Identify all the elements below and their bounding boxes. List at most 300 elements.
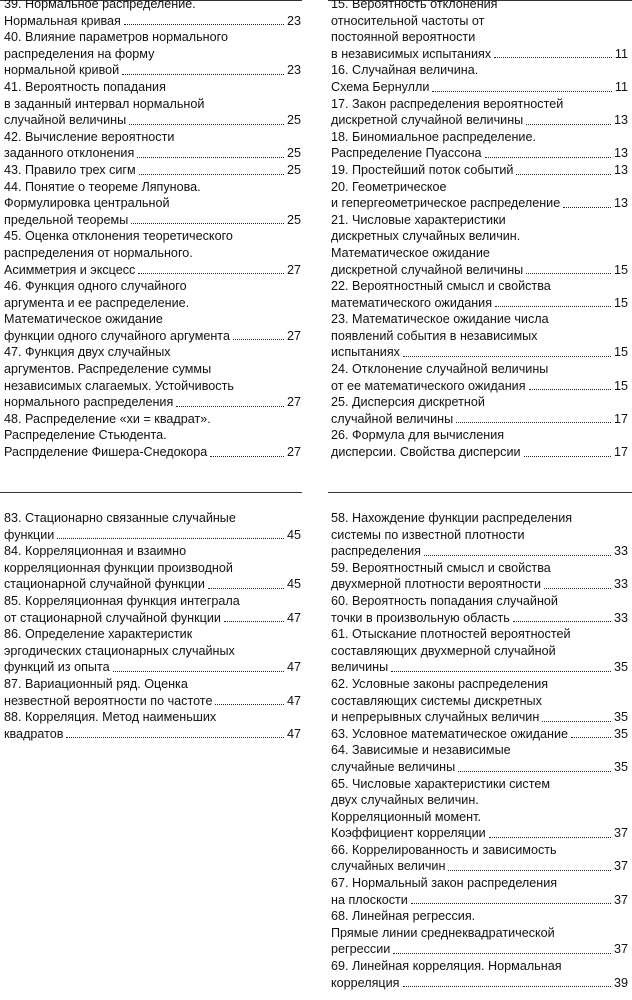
toc-entry[interactable] <box>4 411 301 461</box>
toc-entry[interactable] <box>331 0 628 62</box>
toc-entry-line <box>331 626 628 643</box>
toc-entry-text: 42. Вычисление вероятности <box>4 129 175 144</box>
dot-leader <box>391 671 611 672</box>
toc-entry-last-line <box>331 195 628 212</box>
toc-entry-text: 25. Дисперсия дискретной <box>331 395 485 410</box>
toc-entry-text: составляющих системы дискретных <box>331 693 542 708</box>
toc-entry[interactable] <box>4 543 301 593</box>
toc-entry-text: и непрерывных случайных величин <box>331 710 540 725</box>
toc-entry-line <box>4 593 301 610</box>
toc-entry-text: математического ожидания <box>331 295 493 310</box>
page-number: 13 <box>613 146 628 161</box>
toc-entry-text: 61. Отыскание плотностей вероятностей <box>331 627 571 642</box>
toc-entry[interactable] <box>331 162 628 179</box>
toc-entry-text: 17. Закон распределения вероятностей <box>331 96 564 111</box>
page-number: 25 <box>286 113 301 128</box>
toc-entry-last-line <box>4 527 301 544</box>
toc-entry-line <box>4 195 301 212</box>
toc-entry-line <box>4 709 301 726</box>
toc-entry-line <box>331 875 628 892</box>
dot-leader <box>529 389 611 390</box>
toc-entry[interactable] <box>331 361 628 394</box>
toc-entry-line <box>4 278 301 295</box>
toc-entry[interactable] <box>4 29 301 79</box>
toc-entry-line <box>331 693 628 710</box>
toc-entry-last-line <box>331 46 628 63</box>
toc-entry[interactable] <box>4 79 301 129</box>
toc-entry-text: 15. Вероятность отклонения <box>331 0 498 11</box>
toc-entry-text: Асимметрия и эксцесс <box>4 262 136 277</box>
page-number: 25 <box>286 162 301 177</box>
toc-entry-text: случайной величины <box>4 113 127 128</box>
page-number: 25 <box>286 212 301 227</box>
dot-leader <box>524 456 611 457</box>
dot-leader <box>129 124 284 125</box>
toc-entry-last-line <box>331 825 628 842</box>
toc-entry-text: 69. Линейная корреляция. Нормальная <box>331 959 562 974</box>
toc-entry[interactable] <box>331 278 628 311</box>
toc-entry-line <box>4 344 301 361</box>
dot-leader <box>526 273 611 274</box>
toc-entry-line <box>331 179 628 196</box>
toc-entry[interactable] <box>4 179 301 229</box>
toc-entry-line <box>331 908 628 925</box>
toc-entry[interactable] <box>4 162 301 179</box>
dot-leader <box>208 588 284 589</box>
toc-entry-text: постоянной вероятности <box>331 30 476 45</box>
page-number: 37 <box>613 942 628 957</box>
toc-entry-text: 41. Вероятность попадания <box>4 79 166 94</box>
dot-leader <box>495 306 611 307</box>
dot-leader <box>113 671 284 672</box>
toc-entry-text: 68. Линейная регрессия. <box>331 909 476 924</box>
toc-entry-last-line <box>331 709 628 726</box>
dot-leader <box>403 356 611 357</box>
page-number: 13 <box>613 196 628 211</box>
toc-entry-text: 67. Нормальный закон распределения <box>331 876 558 891</box>
toc-entry-text: 24. Отклонение случайной величины <box>331 362 549 377</box>
toc-entry-text: 46. Функция одного случайного <box>4 279 187 294</box>
toc-entry-line <box>331 29 628 46</box>
toc-entry-text: 63. Условное математическое ожидание <box>331 726 568 741</box>
toc-entry-line <box>331 361 628 378</box>
page-number: 35 <box>613 759 628 774</box>
toc-entry-text: Распределение Пуассона <box>331 146 482 161</box>
toc-entry-line <box>331 129 628 146</box>
toc-entry-line <box>4 46 301 63</box>
toc-entry-line <box>331 510 628 527</box>
toc-entry-text: нормального распределения <box>4 395 174 410</box>
toc-entry-line <box>331 62 628 79</box>
toc-entry[interactable] <box>4 593 301 626</box>
toc-entry-line <box>4 543 301 560</box>
toc-entry-line <box>4 295 301 312</box>
toc-entry-last-line <box>331 344 628 361</box>
toc-entry-last-line <box>4 444 301 461</box>
toc-entry[interactable] <box>331 842 628 875</box>
toc-entry[interactable] <box>331 626 628 676</box>
toc-entry-last-line <box>331 858 628 875</box>
toc-entry-text: нормальной кривой <box>4 63 120 78</box>
toc-entry-last-line <box>4 262 301 279</box>
dot-leader <box>131 223 284 224</box>
toc-entry-line <box>331 328 628 345</box>
toc-entry-last-line <box>4 659 301 676</box>
dot-leader <box>513 621 611 622</box>
toc-entry-line <box>331 643 628 660</box>
dot-leader <box>137 157 284 158</box>
toc-entry-text: 84. Корреляционная и взаимно <box>4 544 187 559</box>
toc-entry-line <box>4 79 301 96</box>
page-number: 11 <box>614 46 628 61</box>
toc-entry-line <box>331 212 628 229</box>
toc-entry-line <box>4 411 301 428</box>
dot-leader <box>458 771 611 772</box>
page-number: 37 <box>613 892 628 907</box>
toc-entry-line <box>331 394 628 411</box>
toc-entry-line <box>331 96 628 113</box>
toc-entry-text: дискретной случайной величины <box>331 113 524 128</box>
toc-entry[interactable] <box>331 96 628 129</box>
toc-entry-line <box>331 776 628 793</box>
toc-entry-last-line <box>331 295 628 312</box>
toc-entry[interactable] <box>4 278 301 344</box>
toc-entry-line <box>4 427 301 444</box>
toc-entry-text: Формулировка центральной <box>4 196 170 211</box>
toc-entry[interactable] <box>331 179 628 212</box>
toc-entry-text: незвестной вероятности по частоте <box>4 693 213 708</box>
toc-entry-last-line <box>4 394 301 411</box>
toc-entry-text: 62. Условные законы распределения <box>331 676 549 691</box>
dot-leader <box>485 157 611 158</box>
toc-entry-last-line <box>4 212 301 229</box>
toc-entry-text: заданного отклонения <box>4 146 135 161</box>
dot-leader <box>122 74 284 75</box>
toc-entry[interactable] <box>4 344 301 410</box>
dot-leader <box>494 57 612 58</box>
dot-leader <box>516 174 611 175</box>
toc-entry-text: 85. Корреляционная функция интеграла <box>4 593 240 608</box>
toc-entry[interactable] <box>4 228 301 278</box>
toc-entry-text: Коэффициент корреляции <box>331 826 486 841</box>
dot-leader <box>571 737 611 738</box>
toc-entry[interactable] <box>331 427 628 460</box>
toc-entry-line <box>331 0 628 13</box>
toc-entry-line <box>331 792 628 809</box>
dot-leader <box>233 339 284 340</box>
toc-entry-text: 48. Распределение «хи = квадрат». <box>4 411 211 426</box>
page-number: 37 <box>613 859 628 874</box>
toc-entry-line <box>331 958 628 975</box>
toc-entry-last-line <box>331 576 628 593</box>
toc-entry-last-line <box>331 941 628 958</box>
toc-entry[interactable] <box>4 510 301 543</box>
toc-entry-line <box>4 378 301 395</box>
page-number: 35 <box>613 726 628 741</box>
toc-entry-text: 18. Биномиальное распределение. <box>331 129 536 144</box>
dot-leader <box>432 91 612 92</box>
toc-entry-last-line <box>331 444 628 461</box>
toc-entry-text: аргументов. Распределение суммы <box>4 362 212 377</box>
toc-entry-last-line <box>4 726 301 743</box>
toc-entry-line <box>331 842 628 859</box>
dot-leader <box>526 124 611 125</box>
toc-entry-last-line <box>331 659 628 676</box>
toc-entry-last-line <box>4 328 301 345</box>
toc-entry-text: 26. Формула для вычисления <box>331 428 505 443</box>
toc-entry-text: предельной теоремы <box>4 212 129 227</box>
toc-entry-text: Математическое ожидание <box>331 245 490 260</box>
toc-entry[interactable] <box>331 908 628 958</box>
toc-entry[interactable] <box>4 676 301 709</box>
toc-entry-text: 23. Математическое ожидание числа <box>331 312 549 327</box>
toc-entry-last-line <box>331 378 628 395</box>
toc-entry-text: регрессии <box>331 942 391 957</box>
toc-entry-last-line <box>331 162 628 179</box>
toc-entry-text: появлений события в независимых <box>331 328 538 343</box>
toc-entry-line <box>4 245 301 262</box>
toc-entry[interactable] <box>331 676 628 726</box>
dot-leader <box>448 870 611 871</box>
toc-entry-text: Распрделение Фишера-Снедокора <box>4 445 208 460</box>
toc-entry-text: распределения <box>331 544 421 559</box>
toc-entry-line <box>4 29 301 46</box>
toc-entry-text: 44. Понятие о теореме Ляпунова. <box>4 179 201 194</box>
toc-entry-line <box>4 560 301 577</box>
page-number: 17 <box>613 445 628 460</box>
toc-entry[interactable] <box>4 0 301 29</box>
toc-entry-text: испытаниях <box>331 345 400 360</box>
toc-entry-text: 65. Числовые характеристики систем <box>331 776 551 791</box>
dot-leader <box>542 721 611 722</box>
toc-entry[interactable] <box>331 742 628 775</box>
toc-entry-text: на плоскости <box>331 892 408 907</box>
toc-entry-text: 58. Нахождение функции распределения <box>331 511 573 525</box>
page-number: 11 <box>614 79 628 94</box>
page-number: 45 <box>286 527 301 542</box>
toc-entry-line <box>4 228 301 245</box>
toc-entry-line <box>4 626 301 643</box>
toc-entry-text: 22. Вероятностный смысл и свойства <box>331 279 551 294</box>
toc-entry[interactable] <box>331 958 628 991</box>
toc-entry[interactable] <box>331 875 628 908</box>
toc-entry-last-line <box>4 162 301 179</box>
dot-leader <box>403 986 611 987</box>
toc-entry-text: 43. Правило трех сигм <box>4 162 136 177</box>
toc-entry-last-line <box>331 726 628 743</box>
toc-entry[interactable] <box>4 709 301 742</box>
toc-entry-last-line <box>331 145 628 162</box>
toc-entry[interactable] <box>4 626 301 676</box>
toc-entry-text: 20. Геометрическое <box>331 179 447 194</box>
toc-entry-text: дисперсии. Свойства дисперсии <box>331 445 521 460</box>
toc-entry-text: 16. Случайная величина. <box>331 63 479 78</box>
toc-entry-text: 45. Оценка отклонения теоретического <box>4 229 233 244</box>
toc-entry-last-line <box>331 975 628 992</box>
toc-entry-line <box>331 228 628 245</box>
toc-entry-line <box>4 179 301 196</box>
toc-entry-text: Прямые линии среднеквадратической <box>331 925 555 940</box>
toc-entry-last-line <box>4 13 301 30</box>
toc-entry-text: 60. Вероятность попадания случайной <box>331 593 558 608</box>
toc-entry-last-line <box>331 262 628 279</box>
toc-entry-text: Схема Бернулли <box>331 79 430 94</box>
toc-entry-line <box>4 96 301 113</box>
toc-entry-text: квадратов <box>4 726 64 741</box>
toc-entry-text: 87. Вариационный ряд. Оценка <box>4 676 188 691</box>
toc-entry-line <box>4 643 301 660</box>
toc-entry-text: точки в произвольную область <box>331 610 510 625</box>
toc-entry-text: двухмерной плотности вероятности <box>331 577 542 592</box>
toc-entry[interactable] <box>331 510 628 560</box>
toc-entry-line <box>4 676 301 693</box>
toc-entry-text: 83. Стационарно связанные случайные <box>4 511 236 525</box>
toc-entry-line <box>4 361 301 378</box>
toc-entry-text: случайных величин <box>331 859 446 874</box>
toc-entry-text: дискретной случайной величины <box>331 262 524 277</box>
toc-entry-text: эргодических стационарных случайных <box>4 643 235 658</box>
toc-entry-text: функций из опыта <box>4 660 110 675</box>
page-number: 15 <box>613 345 628 360</box>
page-number: 27 <box>286 262 301 277</box>
page-number: 15 <box>613 295 628 310</box>
page-number: 35 <box>613 660 628 675</box>
page-number: 27 <box>286 328 301 343</box>
toc-column-top-right <box>331 0 628 461</box>
toc-entry-text: 66. Коррелированность и зависимость <box>331 842 557 857</box>
toc-entry-last-line <box>4 576 301 593</box>
toc-entry-line <box>331 809 628 826</box>
toc-column-top-left <box>4 0 301 461</box>
toc-entry-last-line <box>4 610 301 627</box>
toc-entry-text: в независимых испытаниях <box>331 46 492 61</box>
toc-entry-text: 88. Корреляция. Метод наименьших <box>4 710 217 725</box>
toc-entry[interactable] <box>331 726 628 743</box>
toc-entry-text: аргумента и ее распределение. <box>4 295 190 310</box>
toc-entry-text: величины <box>331 660 389 675</box>
toc-entry-text: Нормальная кривая <box>4 13 121 28</box>
page-number: 35 <box>613 710 628 725</box>
toc-entry-last-line <box>331 411 628 428</box>
page-number: 47 <box>286 660 301 675</box>
toc-entry[interactable] <box>4 129 301 162</box>
toc-entry-line <box>331 278 628 295</box>
toc-entry[interactable] <box>331 212 628 278</box>
toc-entry-line <box>4 510 301 527</box>
dot-leader <box>57 538 284 539</box>
toc-entry-last-line <box>331 112 628 129</box>
toc-entry-last-line <box>331 892 628 909</box>
toc-entry-text: функции одного случайного аргумента <box>4 328 230 343</box>
page-number: 47 <box>286 693 301 708</box>
toc-entry-text: функции <box>4 527 55 542</box>
toc-entry-text: в заданный интервал нормальной <box>4 96 205 111</box>
toc-entry-text: Корреляционный момент. <box>331 809 481 824</box>
page-divider-rule-left <box>0 492 302 493</box>
toc-entry-text: 86. Определение характеристик <box>4 627 193 642</box>
toc-entry-text: корреляционная функции производной <box>4 560 233 575</box>
toc-entry-text: и гепергеометрическое распределение <box>331 196 561 211</box>
toc-entry-text: независимых слагаемых. Устойчивость <box>4 378 234 393</box>
toc-entry-text: от стационарной случайной функции <box>4 610 221 625</box>
page-number: 27 <box>286 395 301 410</box>
page-number: 33 <box>613 544 628 559</box>
toc-entry[interactable] <box>331 776 628 842</box>
toc-entry[interactable] <box>331 560 628 593</box>
page-number: 17 <box>613 411 628 426</box>
toc-entry[interactable] <box>331 593 628 626</box>
toc-entry-last-line <box>331 759 628 776</box>
toc-entry-text: распределения на форму <box>4 46 155 61</box>
toc-entry-last-line <box>331 543 628 560</box>
toc-entry[interactable] <box>331 129 628 162</box>
page-number: 33 <box>613 610 628 625</box>
toc-entry-text: 39. Нормальное распределение. <box>4 0 196 11</box>
toc-entry-line <box>331 13 628 30</box>
toc-entry-text: 40. Влияние параметров нормального <box>4 30 228 45</box>
dot-leader <box>544 588 611 589</box>
page-number: 23 <box>286 63 301 78</box>
dot-leader <box>176 406 284 407</box>
page-number: 27 <box>286 445 301 460</box>
toc-entry-line <box>331 427 628 444</box>
dot-leader <box>138 273 284 274</box>
dot-leader <box>489 837 611 838</box>
toc-entry-text: стационарной случайной функции <box>4 577 205 592</box>
page-number: 15 <box>613 378 628 393</box>
toc-entry-text: случайные величины <box>331 759 456 774</box>
toc-entry[interactable] <box>331 394 628 427</box>
dot-leader <box>139 174 284 175</box>
toc-entry-line <box>331 925 628 942</box>
toc-column-bottom-right <box>331 510 628 991</box>
page-number: 37 <box>613 826 628 841</box>
dot-leader <box>424 555 611 556</box>
toc-entry-last-line <box>4 145 301 162</box>
toc-entry-text: 59. Вероятностный смысл и свойства <box>331 560 551 575</box>
dot-leader <box>215 704 284 705</box>
toc-column-bottom-left <box>4 510 301 742</box>
toc-entry-line <box>331 245 628 262</box>
toc-entry-text: 47. Функция двух случайных <box>4 345 171 360</box>
toc-entry-line <box>331 560 628 577</box>
toc-entry-last-line <box>4 62 301 79</box>
toc-entry[interactable] <box>331 62 628 95</box>
page-number: 45 <box>286 577 301 592</box>
dot-leader <box>563 207 611 208</box>
toc-entry-text: от ее математического ожидания <box>331 378 526 393</box>
toc-entry-last-line <box>4 112 301 129</box>
dot-leader <box>456 422 611 423</box>
toc-entry-text: Математическое ожидание <box>4 312 163 327</box>
toc-entry-text: распределения от нормального. <box>4 245 193 260</box>
page-divider-rule-right <box>328 492 632 493</box>
dot-leader <box>210 456 284 457</box>
toc-entry-text: случайной величины <box>331 411 454 426</box>
toc-entry-line <box>331 742 628 759</box>
toc-entry[interactable] <box>331 311 628 361</box>
page-number: 25 <box>286 146 301 161</box>
page-number: 23 <box>286 13 301 28</box>
toc-entry-text: двух случайных величин. <box>331 793 479 808</box>
toc-entry-line <box>331 676 628 693</box>
page-number: 39 <box>613 975 628 990</box>
toc-entry-text: Распределение Стьюдента. <box>4 428 167 443</box>
toc-entry-line <box>331 527 628 544</box>
dot-leader <box>393 953 611 954</box>
toc-entry-text: дискретных случайных величин. <box>331 229 521 244</box>
page-number: 13 <box>613 113 628 128</box>
